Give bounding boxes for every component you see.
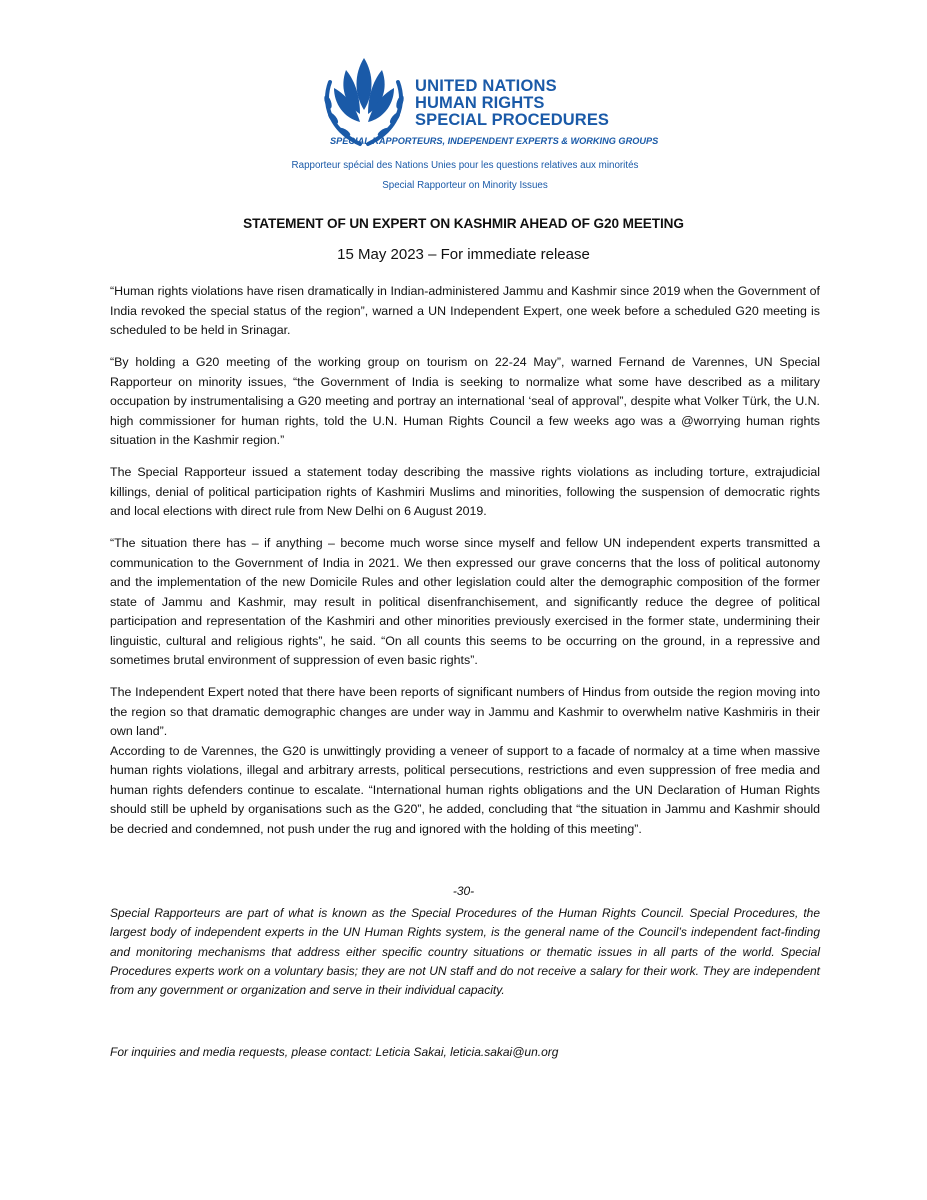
- org-subtitle: SPECIAL RAPPORTEURS, INDEPENDENT EXPERTS & WORKING GROUPS: [330, 136, 659, 146]
- release-dateline: 15 May 2023 – For immediate release: [337, 246, 590, 263]
- mandate-english: Special Rapporteur on Minority Issues: [382, 180, 548, 191]
- paragraph: “The situation there has – if anything – become much worse since myself and fellow UN independent experts transmitted a communication to the Government of India in 2021. We then expressed our grave concerns that the loss of political autonomy and the implementation of the new Domicile Rules and other legislation could alter the demographic composition of the former state of Jammu and Kashmir, may result in political disenfranchisement, and significantly reduce the degree of political participation and representation of the Kashmiri and other minorities previously exercised in the former state, undermining their linguistic, cultural and religious rights”, he said. “On all counts this seems to be occurring on the ground, in a repressive and sometimes brutal environment of suppression of even basic rights”.: [110, 536, 820, 667]
- statement-body: [110, 282, 820, 839]
- org-name-line-2: HUMAN RIGHTS: [415, 94, 545, 112]
- paragraph: “Human rights violations have risen dramatically in Indian-administered Jammu and Kashmir since 2019 when the Government of India revoked the special status of the region”, warned a UN Independent Expert, one week before a scheduled G20 meeting is scheduled to be held in Srinagar.: [110, 284, 820, 337]
- paragraph: According to de Varennes, the G20 is unwittingly providing a veneer of support to a facade of normalcy at a time when massive human rights violations, illegal and arbitrary arrests, political persecutions, restrictions and even suppression of free media and human rights defenders continue to escalate. “International human rights obligations and the UN Declaration of Human Rights should still be upheld by organisations such as the G20”, he added, concluding that “the situation in Jammu and Kashmir should be decried and condemned, not push under the rug and ignored with the holding of this meeting”.: [110, 743, 820, 836]
- organization-name: [415, 78, 675, 129]
- paragraph: The Special Rapporteur issued a statement today describing the massive rights violations as including torture, extrajudicial killings, denial of political participation rights of Kashmiri Muslims and minorities, following the suspension of democratic rights and local elections with direct rule from New Delhi on 6 August 2019.: [110, 465, 820, 518]
- org-name-line-3: SPECIAL PROCEDURES: [415, 111, 610, 129]
- paragraph: “By holding a G20 meeting of the working group on tourism on 22-24 May”, warned Fernand de Varennes, UN Special Rapporteur on minority issues, “the Government of India is seeking to normalize what some have described as a military occupation by instrumentalising a G20 meeting and portray an international ‘seal of approval”, despite what Volker Türk, the U.N. high commissioner for human rights, told the U.N. Human Rights Council a few weeks ago was a @worrying human rights situation in the Kashmir region.”: [110, 355, 820, 447]
- org-name-line-1: UNITED NATIONS: [415, 77, 557, 95]
- end-marker: -30-: [452, 884, 475, 898]
- media-contact: For inquiries and media requests, please contact: Leticia Sakai, leticia.sakai@un.org: [110, 1045, 559, 1059]
- un-human-rights-logo: [255, 50, 675, 200]
- paragraph: The Independent Expert noted that there have been reports of significant numbers of Hindus from outside the region moving into the region so that dramatic demographic changes are under way in Jammu and Kashmir to overwhelm native Kashmiris in their own land”.: [110, 685, 820, 738]
- mandate-french: Rapporteur spécial des Nations Unies pour les questions relatives aux minorités: [291, 160, 639, 171]
- special-procedures-note: Special Rapporteurs are part of what is known as the Special Procedures of the Human Rights Council. Special Procedures, the largest body of independent experts in the UN Human Rights system, is the general name of the Council’s independent fact-finding and monitoring mechanisms that address either specific country situations or thematic issues in all parts of the world. Special Procedures experts work on a voluntary basis; they are not UN staff and do not receive a salary for their work. They are independent from any government or organization and serve in their individual capacity.: [110, 906, 820, 998]
- page-title: STATEMENT OF UN EXPERT ON KASHMIR AHEAD OF G20 MEETING: [243, 216, 684, 231]
